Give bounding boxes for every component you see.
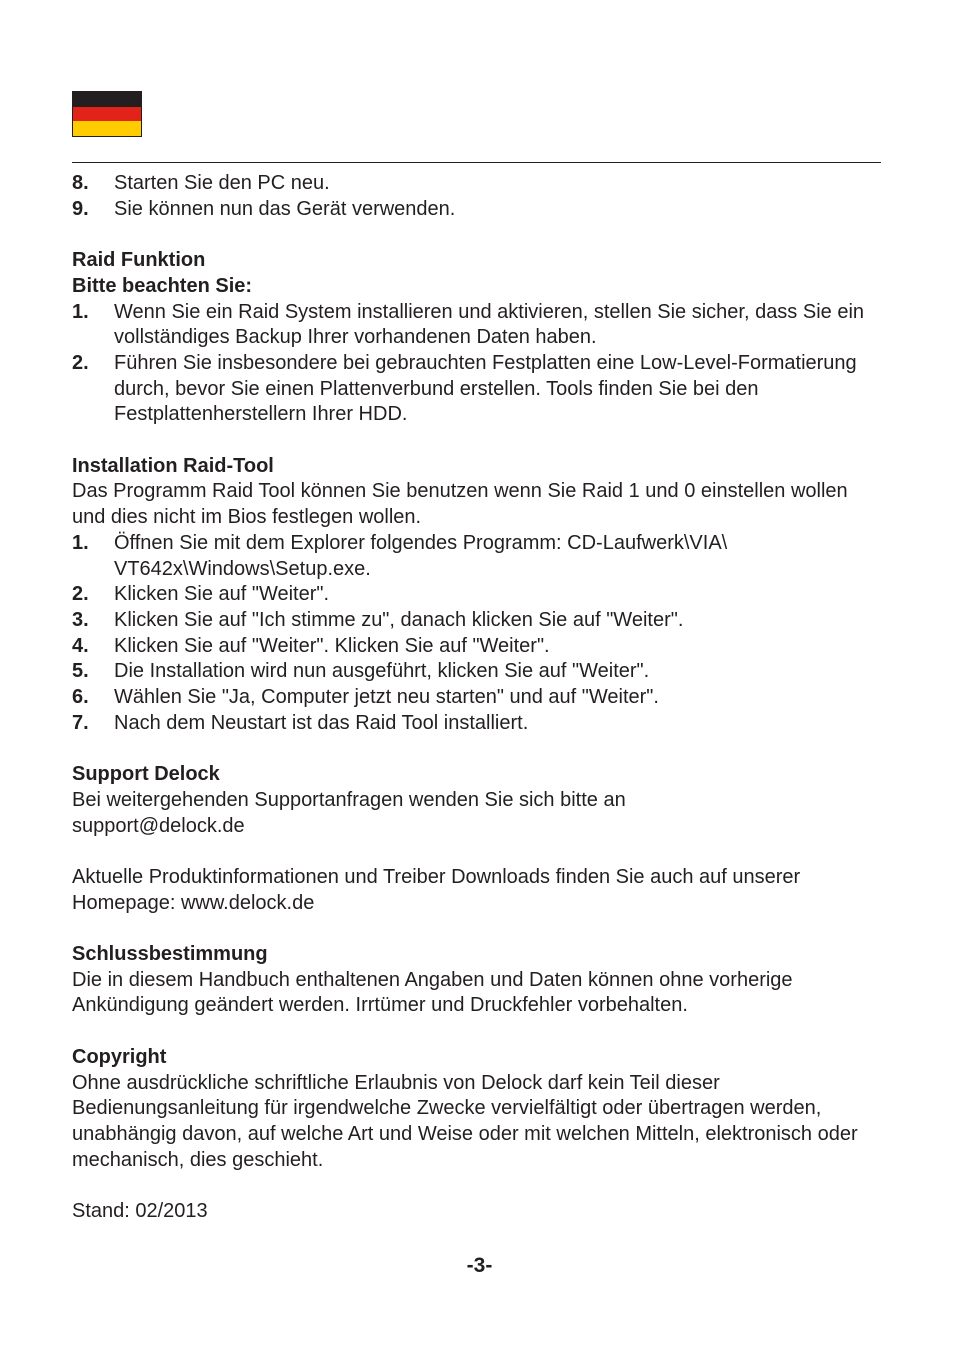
section-heading-support: Support Delock	[72, 763, 220, 786]
list-item-number: 4.	[72, 634, 89, 657]
page-number: -3-	[466, 1254, 493, 1277]
list-item	[72, 634, 884, 660]
list-item-text: Sie können nun das Gerät verwenden.	[114, 197, 456, 220]
list-item	[72, 351, 884, 428]
list-item	[72, 197, 884, 223]
section-subheading-raid: Bitte beachten Sie:	[72, 274, 253, 297]
list-item	[72, 531, 884, 582]
list-item-number: 8.	[72, 172, 89, 194]
document-body	[72, 171, 884, 1225]
stand-date: Stand: 02/2013	[72, 1200, 208, 1223]
header-divider	[72, 162, 881, 163]
support-email: support@delock.de	[72, 814, 245, 837]
list-item-text: Öffnen Sie mit dem Explorer folgendes Programm: CD-Laufwerk\VIA\ VT642x\Windows\Setup.exe.	[114, 531, 728, 580]
final-text: Die in diesem Handbuch enthaltenen Angaben und Daten können ohne vorherige Ankündigung geändert werden. Irrtümer und Druckfehler vorbehalten.	[72, 968, 793, 1017]
list-item-text: Die Installation wird nun ausgeführt, klicken Sie auf "Weiter".	[114, 660, 650, 683]
list-item	[72, 300, 884, 351]
flag-stripe-black	[73, 92, 141, 107]
section-heading-raid: Raid Funktion	[72, 249, 206, 272]
list-item-number: 5.	[72, 660, 89, 683]
list-item-number: 2.	[72, 351, 89, 374]
list-item	[72, 685, 884, 711]
list-item-number: 1.	[72, 300, 89, 323]
list-item-number: 7.	[72, 711, 89, 734]
list-item	[72, 711, 884, 737]
list-item-text: Starten Sie den PC neu.	[114, 172, 330, 194]
list-item-number: 3.	[72, 608, 89, 631]
flag-stripe-gold	[73, 121, 141, 136]
section-heading-copyright: Copyright	[72, 1045, 167, 1068]
list-item-text: Klicken Sie auf "Ich stimme zu", danach klicken Sie auf "Weiter".	[114, 608, 684, 631]
list-item	[72, 582, 884, 608]
list-item-number: 2.	[72, 583, 89, 606]
list-item-text: Nach dem Neustart ist das Raid Tool installiert.	[114, 711, 529, 734]
flag-stripe-red	[73, 107, 141, 122]
list-item-text: Wählen Sie "Ja, Computer jetzt neu starten" und auf "Weiter".	[114, 686, 659, 709]
list-item	[72, 171, 884, 197]
support-text: Bei weitergehenden Supportanfragen wenden Sie sich bitte an	[72, 788, 626, 811]
list-item-text: Klicken Sie auf "Weiter". Klicken Sie auf "Weiter".	[114, 634, 550, 657]
list-item-text: Klicken Sie auf "Weiter".	[114, 583, 330, 606]
list-item	[72, 659, 884, 685]
copyright-text: Ohne ausdrückliche schriftliche Erlaubnis von Delock darf kein Teil dieser Bedienungsanleitung für irgendwelche Zwecke vervielfältigt oder übertragen werden, unabhängig davon, auf welche Art und Weise oder mit welchen Mitteln, elektronisch oder mechanisch, dies geschieht.	[72, 1071, 858, 1171]
section-heading-install: Installation Raid-Tool	[72, 454, 274, 477]
german-flag-icon	[72, 91, 142, 137]
support-info: Aktuelle Produktinformationen und Treiber Downloads finden Sie auch auf unserer Homepage: www.delock.de	[72, 865, 801, 914]
list-item-text: Führen Sie insbesondere bei gebrauchten Festplatten eine Low-Level-Formatierung durch, bevor Sie einen Plattenverbund erstellen. Tools finden Sie bei den Festplattenherstellern Ihrer HDD.	[114, 351, 857, 426]
list-item-number: 6.	[72, 686, 89, 709]
list-item-number: 1.	[72, 531, 89, 554]
section-heading-final: Schlussbestimmung	[72, 943, 268, 966]
list-item	[72, 608, 884, 634]
list-item-number: 9.	[72, 197, 89, 220]
list-item-text: Wenn Sie ein Raid System installieren und aktivieren, stellen Sie sicher, dass Sie ein vollständiges Backup Ihrer vorhandenen Daten haben.	[114, 300, 865, 349]
install-intro: Das Programm Raid Tool können Sie benutzen wenn Sie Raid 1 und 0 einstellen wollen und dies nicht im Bios festlegen wollen.	[72, 480, 848, 529]
